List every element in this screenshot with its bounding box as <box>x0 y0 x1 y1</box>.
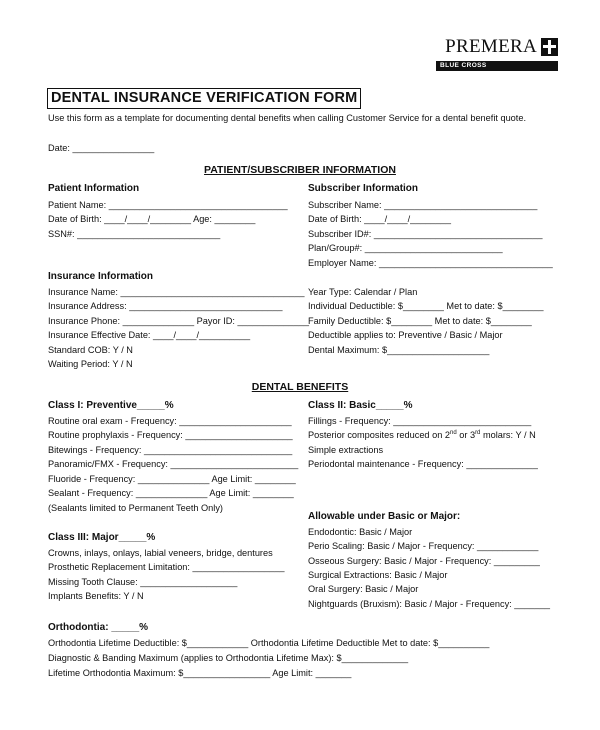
patient-name-field[interactable]: Patient Name: ___________________________________ <box>48 200 288 210</box>
insurance-address-field[interactable]: Insurance Address: ______________________________ <box>48 301 283 311</box>
insurance-phone-field[interactable]: Insurance Phone: ______________ Payor ID: ______________ <box>48 316 310 326</box>
dental-maximum-field[interactable]: Dental Maximum: $____________________ <box>308 345 490 355</box>
routine-exam-field[interactable]: Routine oral exam - Frequency: ______________________ <box>48 416 292 426</box>
simple-extractions-text: Simple extractions <box>308 445 384 455</box>
intro-text: Use this form as a template for documenting dental benefits when calling Customer Service for a dental benefit quote. <box>48 113 527 123</box>
patient-subscriber-heading: PATIENT/SUBSCRIBER INFORMATION <box>204 164 396 176</box>
sealant-field[interactable]: Sealant - Frequency: ______________ Age Limit: ________ <box>48 488 294 498</box>
fillings-field[interactable]: Fillings - Frequency: ___________________________ <box>308 416 532 426</box>
orthodontia-heading[interactable]: Orthodontia: _____% <box>48 622 149 633</box>
perio-scaling-field[interactable]: Perio Scaling: Basic / Major - Frequency: ____________ <box>308 541 539 551</box>
logo-tagline: BLUE CROSS <box>436 61 558 71</box>
osseous-surgery-field[interactable]: Osseous Surgery: Basic / Major - Frequency: _________ <box>308 556 540 566</box>
sealant-note: (Sealants limited to Permanent Teeth Only) <box>48 503 223 513</box>
posterior-sup-rd: rd <box>475 430 481 436</box>
patient-info-heading: Patient Information <box>48 183 140 194</box>
dental-benefits-heading: DENTAL BENEFITS <box>251 381 349 393</box>
lifetime-ortho-max-field[interactable]: Lifetime Orthodontia Maximum: $_________________ Age Limit: _______ <box>48 668 352 678</box>
prosthetic-limitation-field[interactable]: Prosthetic Replacement Limitation: __________________ <box>48 562 285 572</box>
routine-prophylaxis-field[interactable]: Routine prophylaxis - Frequency: _____________________ <box>48 430 293 440</box>
date-field[interactable]: Date: ________________ <box>48 143 155 153</box>
subscriber-info-heading: Subscriber Information <box>308 183 419 194</box>
insurance-info-heading: Insurance Information <box>48 271 154 282</box>
implants-benefits-field[interactable]: Implants Benefits: Y / N <box>48 591 144 601</box>
plan-group-field[interactable]: Plan/Group#: ___________________________ <box>308 243 503 253</box>
fluoride-field[interactable]: Fluoride - Frequency: ______________ Age Limit: ________ <box>48 474 296 484</box>
allowable-heading: Allowable under Basic or Major: <box>308 511 461 522</box>
patient-dob-field[interactable]: Date of Birth: ____/____/________ Age: ________ <box>48 214 256 224</box>
missing-tooth-clause-field[interactable]: Missing Tooth Clause: ___________________ <box>48 577 238 587</box>
cross-shield-icon <box>541 38 558 56</box>
panoramic-fmx-field[interactable]: Panoramic/FMX - Frequency: _________________________ <box>48 459 299 469</box>
individual-deductible-field[interactable]: Individual Deductible: $________ Met to date: $________ <box>308 301 544 311</box>
ortho-lifetime-deductible-field[interactable]: Orthodontia Lifetime Deductible: $____________ Orthodontia Lifetime Deductible Met to date: $__________ <box>48 638 490 648</box>
waiting-period-field[interactable]: Waiting Period: Y / N <box>48 359 133 369</box>
premera-logo <box>436 36 558 71</box>
posterior-composites-field[interactable] <box>308 430 536 441</box>
subscriber-name-field[interactable]: Subscriber Name: ______________________________ <box>308 200 538 210</box>
crowns-text: Crowns, inlays, onlays, labial veneers, bridge, dentures <box>48 548 273 558</box>
insurance-name-field[interactable]: Insurance Name: ____________________________________ <box>48 287 305 297</box>
posterior-sup-nd: nd <box>449 430 457 436</box>
posterior-text-c: molars: Y / N <box>480 430 536 440</box>
insurance-effective-date-field[interactable]: Insurance Effective Date: ____/____/__________ <box>48 330 251 340</box>
subscriber-dob-field[interactable]: Date of Birth: ____/____/________ <box>308 214 452 224</box>
deductible-applies-field[interactable]: Deductible applies to: Preventive / Basic / Major <box>308 330 503 340</box>
nightguards-field[interactable]: Nightguards (Bruxism): Basic / Major - Frequency: _______ <box>308 599 551 609</box>
posterior-text-b: or 3 <box>456 430 476 440</box>
oral-surgery-field[interactable]: Oral Surgery: Basic / Major <box>308 584 419 594</box>
subscriber-id-field[interactable]: Subscriber ID#: _________________________________ <box>308 229 543 239</box>
form-title: DENTAL INSURANCE VERIFICATION FORM <box>47 88 361 109</box>
class2-heading[interactable]: Class II: Basic_____% <box>308 400 413 411</box>
patient-ssn-field[interactable]: SSN#: ____________________________ <box>48 229 221 239</box>
periodontal-maintenance-field[interactable]: Periodontal maintenance - Frequency: ______________ <box>308 459 538 469</box>
class1-heading[interactable]: Class I: Preventive_____% <box>48 400 174 411</box>
standard-cob-field[interactable]: Standard COB: Y / N <box>48 345 133 355</box>
diagnostic-banding-max-field[interactable]: Diagnostic & Banding Maximum (applies to Orthodontia Lifetime Max): $_____________ <box>48 653 409 663</box>
endodontic-field[interactable]: Endodontic: Basic / Major <box>308 527 413 537</box>
bitewings-field[interactable]: Bitewings - Frequency: _____________________________ <box>48 445 293 455</box>
employer-name-field[interactable]: Employer Name: __________________________________ <box>308 258 553 268</box>
logo-name: PREMERA <box>445 36 537 57</box>
posterior-text-a: Posterior composites reduced on 2 <box>308 430 450 440</box>
surgical-extractions-field[interactable]: Surgical Extractions: Basic / Major <box>308 570 448 580</box>
class3-heading[interactable]: Class III: Major_____% <box>48 532 156 543</box>
family-deductible-field[interactable]: Family Deductible: $________ Met to date: $________ <box>308 316 532 326</box>
year-type-field[interactable]: Year Type: Calendar / Plan <box>308 287 418 297</box>
